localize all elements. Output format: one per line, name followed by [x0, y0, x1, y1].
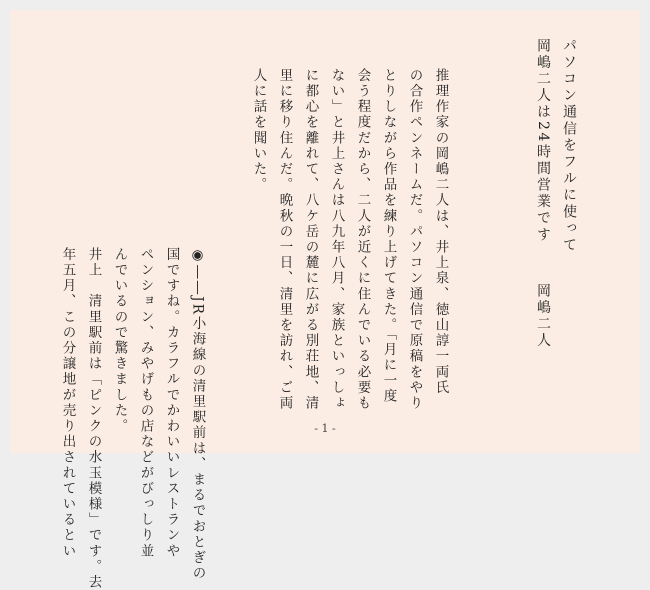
- lead-line-6: に都心を離れて、八ケ岳の麓に広がる別荘地、清: [302, 68, 319, 412]
- body-line-1: ◉――JR小海線の清里駅前は、まるでおとぎの: [189, 247, 206, 582]
- body-line-5: 井上 清里駅前は「ピンクの水玉模様」です。去: [85, 247, 102, 590]
- body-line-4: んでいるので驚きました。: [111, 247, 128, 435]
- lead-line-7: 里に移り住んだ。晩秋の一日、清里を訪れ、ご両: [276, 68, 293, 412]
- lead-line-3: とりしながら作品を練り上げてきた。「月に一度: [380, 68, 397, 405]
- lead-line-5: ない」と井上さんは八九年八月、家族といっしょ: [328, 68, 345, 412]
- lead-line-8: 人に話を聞いた。: [250, 68, 267, 193]
- body-line-6: 年五月、この分譲地が売り出されているとい: [59, 247, 76, 559]
- page-number: - 1 -: [314, 422, 336, 435]
- title-line-2: 岡嶋二人は24時間営業です: [535, 38, 551, 244]
- title-line-1: パソコン通信をフルに使って: [561, 38, 577, 254]
- lead-line-4: 会う程度だから、二人が近くに住んでいる必要も: [354, 68, 371, 412]
- body-line-2: 国ですね。カラフルでかわいいレストランや: [163, 247, 180, 559]
- lead-line-2: の合作ペンネームだ。パソコン通信で原稿をやり: [406, 68, 423, 412]
- lead-line-1: 推理作家の岡嶋二人は、井上泉、徳山諄一両氏: [432, 68, 449, 396]
- author-name: 岡嶋二人: [535, 283, 551, 350]
- page: [10, 10, 640, 590]
- body-line-3: ペンション、みやげもの店などがびっしり並: [137, 247, 154, 559]
